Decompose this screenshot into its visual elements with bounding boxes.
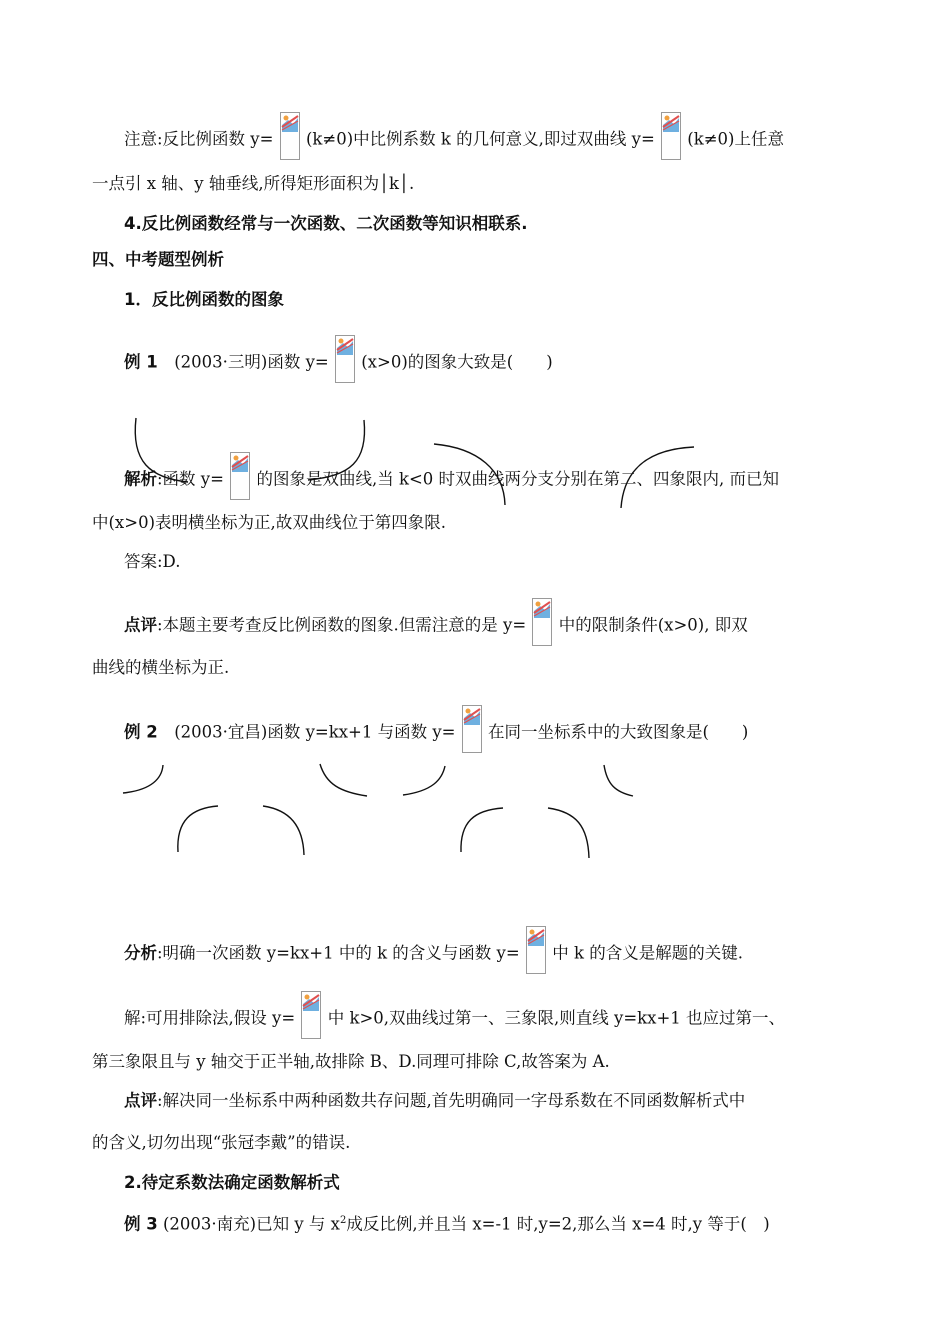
example-2-label: 例 2 xyxy=(124,722,158,742)
curve-ex2-e xyxy=(178,806,218,852)
comment-1-line-2: 曲线的横坐标为正. xyxy=(92,658,230,677)
comment-2: 点评:解决同一坐标系中两种函数共存问题,首先明确同一字母系数在不同函数解析式中 xyxy=(124,1091,746,1110)
example-3-label: 例 3 xyxy=(124,1214,158,1234)
curve-ex2-h xyxy=(548,808,589,858)
curve-ex1-b xyxy=(308,420,365,480)
example-1: 例 1 (2003·三明)函数 y= (x>0)的图象大致是( ) xyxy=(124,339,553,387)
curve-ex1-c xyxy=(434,444,505,505)
curve-ex2-b xyxy=(320,764,367,796)
example-2: 例 2 (2003·宜昌)函数 y=kx+1 与函数 y= 在同一坐标系中的大致图象是( ) xyxy=(124,709,748,757)
analysis-label: 解析 xyxy=(124,469,157,489)
curve-ex2-f xyxy=(263,806,304,855)
item-4: 4.反比例函数经常与一次函数、二次函数等知识相联系. xyxy=(124,214,528,233)
subsection-1-heading: 1．反比例函数的图象 xyxy=(124,290,284,309)
note-label: 注意 xyxy=(124,129,157,149)
answer-1: 答案:D. xyxy=(124,552,181,571)
note-line-2: 一点引 x 轴、y 轴垂线,所得矩形面积为│k│. xyxy=(92,174,415,193)
comment-2-line-2: 的含义,切勿出现“张冠李戴”的错误. xyxy=(92,1133,351,1152)
analysis-1-line-2: 中(x>0)表明横坐标为正,故双曲线位于第四象限. xyxy=(92,513,446,532)
comment-1: 点评:本题主要考查反比例函数的图象.但需注意的是 y= 中的限制条件(x>0), 即双 xyxy=(124,602,748,650)
curve-ex1-a xyxy=(135,418,188,482)
fenxi: 分析:明确一次函数 y=kx+1 中的 k 的含义与函数 y= 中 k 的含义是解题的关键. xyxy=(124,930,743,978)
comment-label: 点评 xyxy=(124,615,157,635)
curve-ex2-d xyxy=(604,765,633,796)
solution: 解:可用排除法,假设 y= 中 k>0,双曲线过第一、三象限,则直线 y=kx+1 也应过第一、 xyxy=(124,995,785,1043)
note-line-1: 注意:反比例函数 y= (k≠0)中比例系数 k 的几何意义,即过双曲线 y= (k≠0)上任意 xyxy=(124,116,784,164)
analysis-1: 解析:函数 y= 的图象是双曲线,当 k<0 时双曲线两分支分别在第二、四象限内, 而已知 xyxy=(124,456,779,504)
curve-ex2-a xyxy=(123,765,163,793)
example-3: 例 3 (2003·南充)已知 y 与 $x^2$成反比例,并且当 x=-1 时,y=2,那么当 x=4 时,y 等于( ) xyxy=(124,1214,770,1234)
solution-line-2: 第三象限且与 y 轴交于正半轴,故排除 B、D.同理可排除 C,故答案为 A. xyxy=(92,1052,610,1071)
curve-ex1-d xyxy=(621,447,694,508)
section-heading: 四、中考题型例析 xyxy=(92,250,224,269)
example-1-label: 例 1 xyxy=(124,352,158,372)
comment-2-label: 点评 xyxy=(124,1091,157,1110)
curve-ex2-g xyxy=(461,808,503,852)
fenxi-label: 分析 xyxy=(124,943,157,963)
curve-ex2-c xyxy=(403,766,445,795)
subsection-2-heading: 2.待定系数法确定函数解析式 xyxy=(124,1173,340,1192)
